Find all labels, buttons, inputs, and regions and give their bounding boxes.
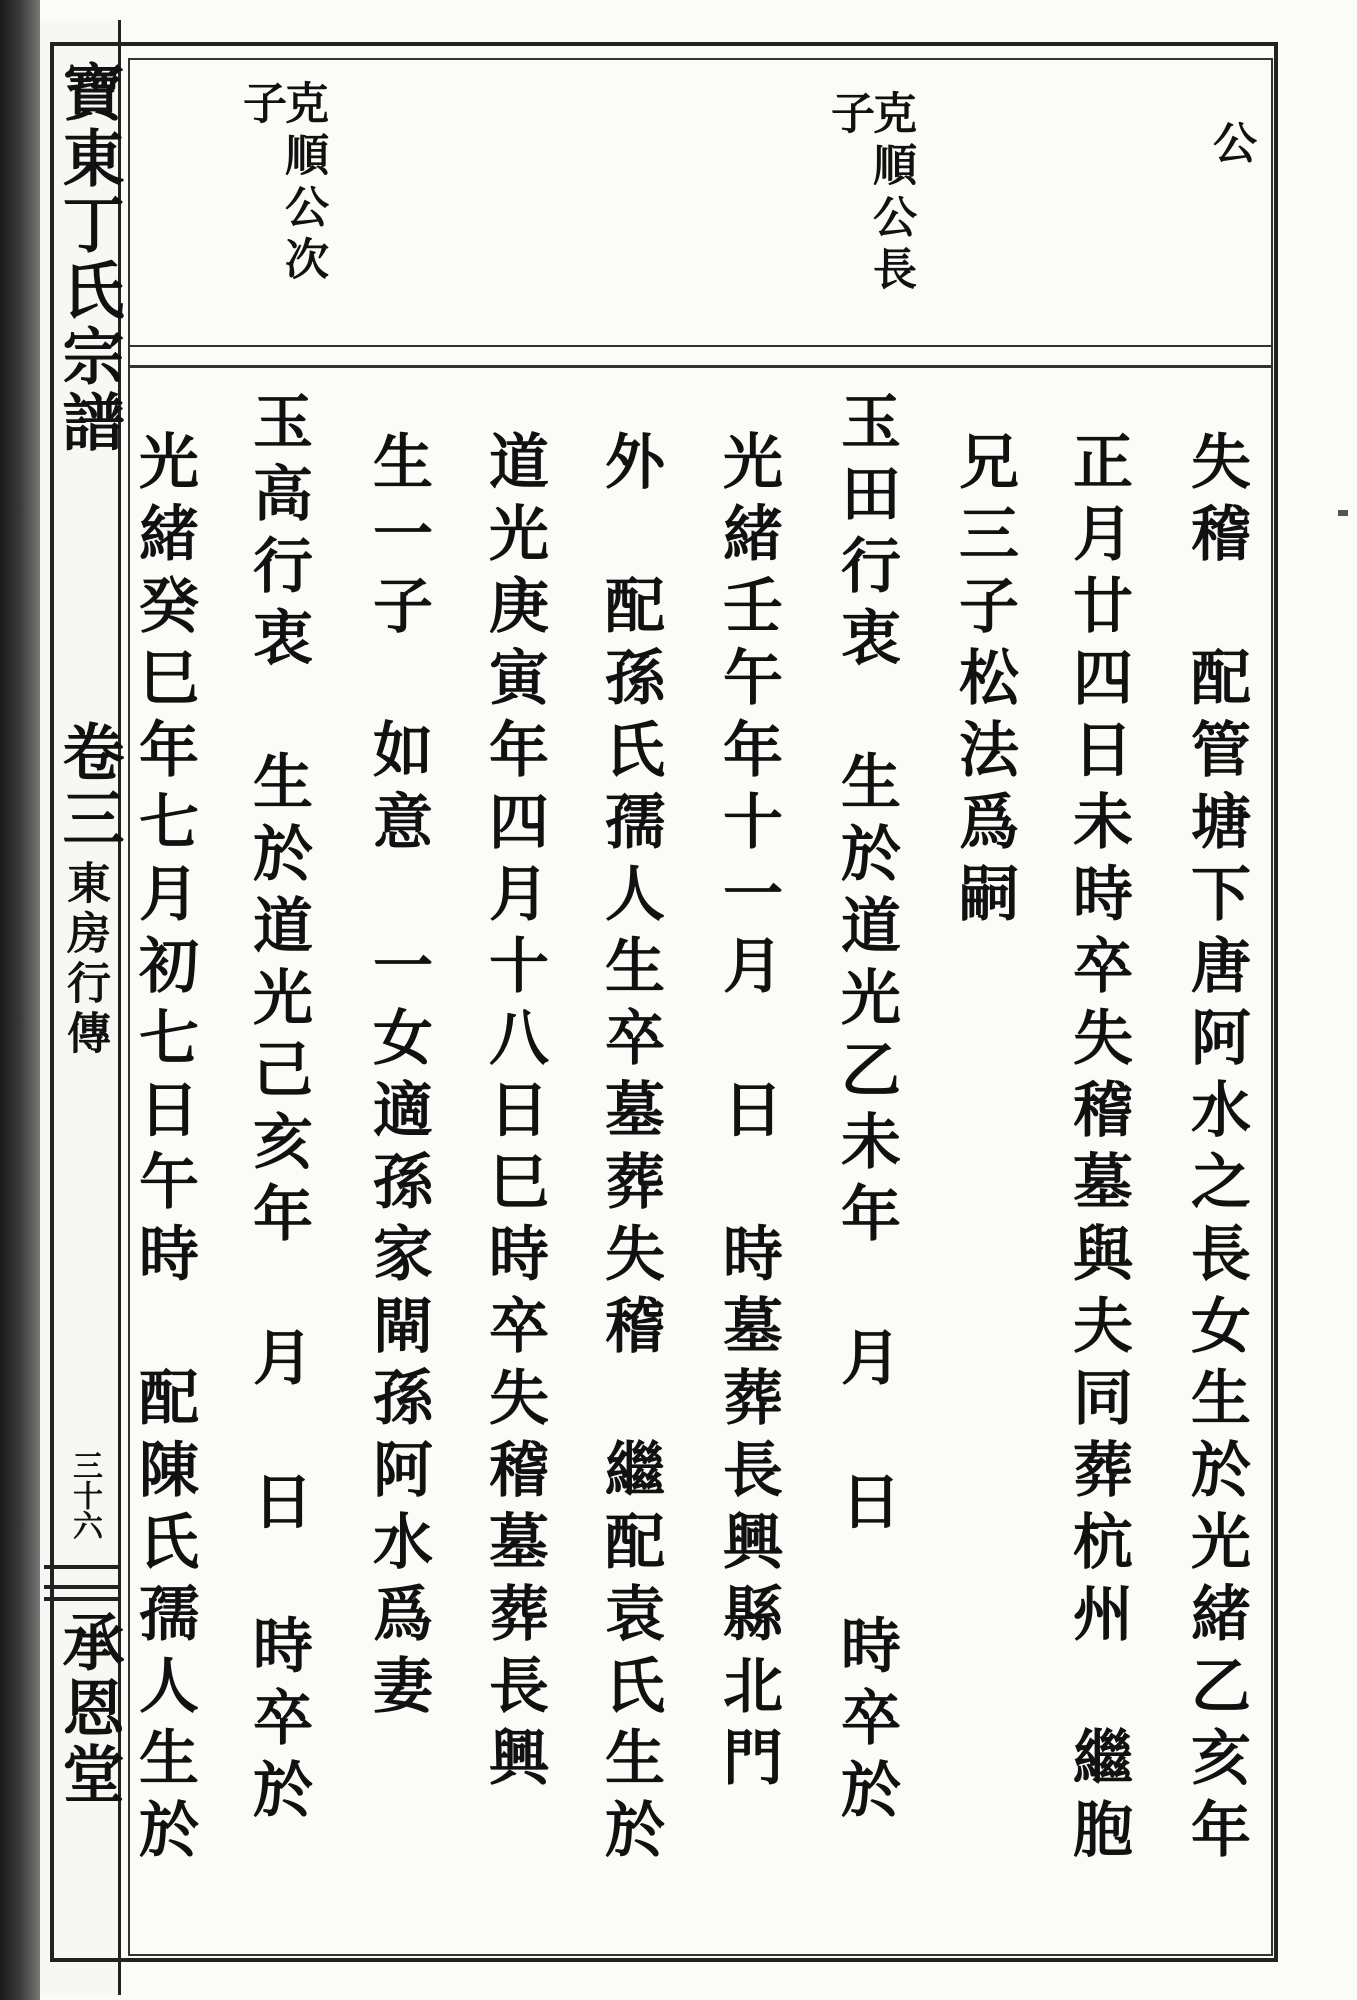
- body-column-9: 玉高行衷 生於道光己亥年 月 日 時卒於: [243, 390, 313, 1830]
- body-column-8: 生一子 如意 一女適孫家閘孫阿水爲妻: [363, 430, 433, 1726]
- body-column-3: 兄三子松法爲嗣: [949, 430, 1019, 934]
- header-col-3: 克順公次: [277, 80, 328, 288]
- body-column-5: 光緒壬午年十一月 日 時墓葬長興縣北門: [713, 430, 783, 1798]
- body-column-10: 光緒癸巳年七月初七日午時 配陳氏孺人生於: [129, 430, 199, 1870]
- page-tab-mark: [1338, 510, 1348, 516]
- body-column-7: 道光庚寅年四月十八日巳時卒失稽墓葬長興: [479, 430, 549, 1798]
- spine-folio: 三十六: [67, 1450, 102, 1540]
- header-col-2-sub: 子: [823, 90, 874, 142]
- fishtail-mark-lower: [44, 1585, 118, 1601]
- spine-title: 寶東丁氏宗譜: [52, 60, 125, 456]
- body-column-2: 正月廿四日未時卒失稽墓與夫同葬杭州 繼胞: [1063, 430, 1133, 1870]
- header-col-3-sub: 子: [235, 80, 286, 132]
- body-column-1: 失稽 配管塘下唐阿水之長女生於光緒乙亥年: [1181, 430, 1251, 1870]
- binding-gutter: [0, 0, 40, 2000]
- header-col-2: 克順公長: [865, 90, 916, 298]
- spine-hall-name: 承恩堂: [52, 1610, 125, 1808]
- spine-volume: 卷三: [52, 720, 125, 852]
- body-column-4: 玉田行衷 生於道光乙未年 月 日 時卒於: [831, 390, 901, 1830]
- header-col-1: 公: [1205, 120, 1256, 172]
- spine-section: 東房行傳: [59, 860, 110, 1060]
- header-rule: [128, 345, 1273, 347]
- body-column-6: 外 配孫氏孺人生卒墓葬失稽 繼配袁氏生於: [595, 430, 665, 1870]
